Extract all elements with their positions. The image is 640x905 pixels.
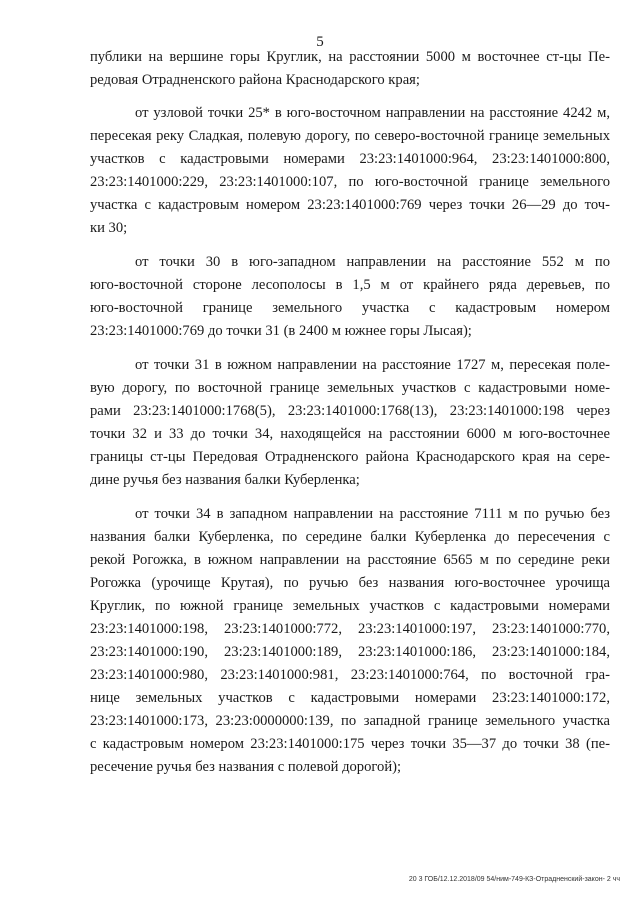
paragraph-start: от точки 34 в западном направлении на расстояние 7111 м по ручью без: [135, 506, 610, 522]
paragraph-start: от точки 30 в юго-западном направлении на расстояние 552 м по: [135, 254, 610, 270]
text-line: с кадастровым номером 23:23:1401000:175 через точки 35—37 до точки 38 (пе-: [90, 736, 610, 752]
text-line: рами 23:23:1401000:1768(5), 23:23:1401000:1768(13), 23:23:1401000:198 через: [90, 403, 610, 419]
text-line: редовая Отрадненского района Краснодарского края;: [90, 72, 420, 88]
page-number: 5: [316, 34, 324, 50]
text-line: юго-восточной стороне лесополосы в 1,5 м от крайнего ряда деревьев, по: [90, 277, 610, 293]
text-line: точки 32 и 33 до точки 34, находящейся на расстоянии 6000 м юго-восточнее: [90, 426, 610, 442]
text-line: 23:23:1401000:229, 23:23:1401000:107, по юго-восточной границе земельного: [90, 174, 610, 190]
text-line: 23:23:1401000:769 до точки 31 (в 2400 м южнее горы Лысая);: [90, 323, 472, 339]
text-line: 23:23:1401000:198, 23:23:1401000:772, 23:23:1401000:197, 23:23:1401000:770,: [90, 621, 610, 637]
text-line: публики на вершине горы Круглик, на расстоянии 5000 м восточнее ст-цы Пе-: [90, 49, 610, 65]
text-line: ресечение ручья без названия с полевой дорогой);: [90, 759, 402, 775]
paragraph-start: от узловой точки 25* в юго-восточном направлении на расстояние 4242 м,: [135, 105, 610, 121]
text-line: ки 30;: [90, 220, 128, 236]
text-line: Круглик, по южной границе земельных участков с кадастровыми номерами: [90, 598, 610, 614]
text-line: пересекая реку Сладкая, полевую дорогу, по северо-восточной границе земельных: [90, 128, 610, 144]
text-line: дине ручья без названия балки Куберленка;: [90, 472, 360, 488]
text-line: нице земельных участков с кадастровыми номерами 23:23:1401000:172,: [90, 690, 610, 706]
text-line: 23:23:1401000:980, 23:23:1401000:981, 23:23:1401000:764, по восточной гра-: [90, 667, 610, 683]
text-line: 23:23:1401000:190, 23:23:1401000:189, 23:23:1401000:186, 23:23:1401000:184,: [90, 644, 610, 660]
text-line: названия балки Куберленка, по середине балки Куберленка до пересечения с: [90, 529, 610, 545]
document-footer: 20 3 ГОБ/12.12.2018/09 54/ним-749-КЗ-Отрадненский-закон- 2 чч: [408, 876, 620, 883]
text-line: Рогожка (урочище Крутая), по ручью без названия юго-восточнее урочища: [90, 575, 610, 591]
paragraph-start: от точки 31 в южном направлении на расстояние 1727 м, пересекая поле-: [135, 357, 610, 373]
text-line: участков с кадастровыми номерами 23:23:1401000:964, 23:23:1401000:800,: [90, 151, 610, 167]
text-line: вую дорогу, по восточной границе земельных участков с кадастровыми номе-: [90, 380, 610, 396]
text-line: 23:23:1401000:173, 23:23:0000000:139, по западной границе земельного участка: [90, 713, 610, 729]
text-line: юго-восточной границе земельного участка с кадастровым номером: [90, 300, 610, 316]
text-line: границы ст-цы Передовая Отрадненского района Краснодарского края на сере-: [90, 449, 610, 465]
text-line: участка с кадастровым номером 23:23:1401000:769 через точки 26—29 до точ-: [90, 197, 610, 213]
text-line: рекой Рогожка, в южном направлении на расстояние 6565 м по середине реки: [90, 552, 610, 568]
